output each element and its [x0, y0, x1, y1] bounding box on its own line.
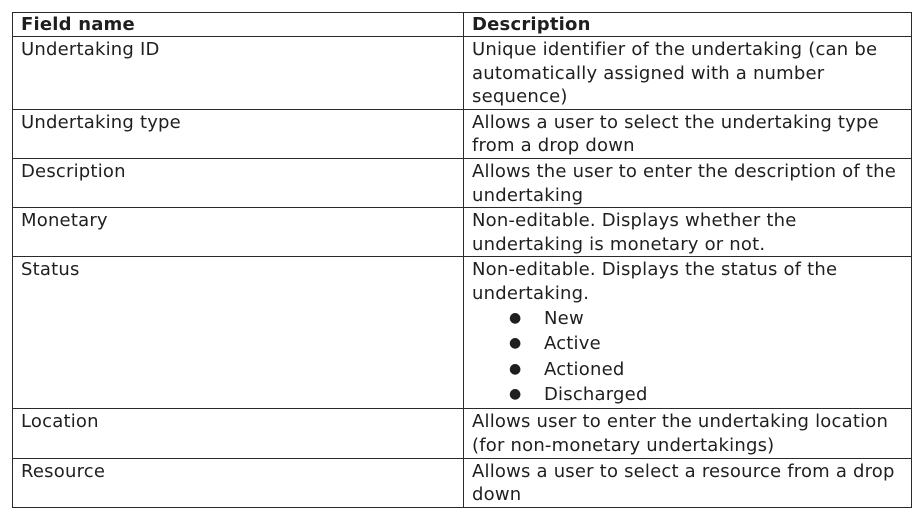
- column-header-description: Description: [464, 13, 912, 37]
- bullet-icon: ●: [509, 386, 522, 403]
- description-cell: Allows user to enter the undertaking location (for non-monetary undertakings): [464, 409, 912, 458]
- list-item: [472, 306, 903, 332]
- status-options-list: [472, 306, 903, 408]
- status-option-label: Actioned: [544, 358, 625, 380]
- field-name-cell: Resource: [13, 458, 464, 507]
- field-description-table: [12, 12, 912, 508]
- table-row: [13, 158, 912, 207]
- status-description-text: Non-editable. Displays the status of the undertaking.: [472, 259, 838, 304]
- list-item: [472, 382, 903, 408]
- description-cell: Allows a user to select a resource from a drop down: [464, 458, 912, 507]
- field-name-cell: Monetary: [13, 208, 464, 257]
- status-option-label: New: [544, 307, 584, 329]
- field-name-cell: Undertaking type: [13, 109, 464, 158]
- status-option-label: Discharged: [544, 384, 648, 406]
- list-item: [472, 331, 903, 357]
- table-header-row: [13, 13, 912, 37]
- table-row: [13, 409, 912, 458]
- field-name-cell: Location: [13, 409, 464, 458]
- table-row: [13, 37, 912, 110]
- list-item: [472, 357, 903, 383]
- description-cell: Allows a user to select the undertaking type from a drop down: [464, 109, 912, 158]
- field-name-cell: Undertaking ID: [13, 37, 464, 110]
- table-row: [13, 208, 912, 257]
- field-name-cell: Description: [13, 158, 464, 207]
- description-cell: Unique identifier of the undertaking (can be automatically assigned with a number sequence): [464, 37, 912, 110]
- status-option-label: Active: [544, 333, 601, 355]
- field-name-cell: Status: [13, 257, 464, 409]
- description-cell: Allows the user to enter the description of the undertaking: [464, 158, 912, 207]
- bullet-icon: ●: [509, 360, 522, 377]
- bullet-icon: ●: [509, 309, 522, 326]
- description-cell: Non-editable. Displays whether the undertaking is monetary or not.: [464, 208, 912, 257]
- bullet-icon: ●: [509, 335, 522, 352]
- table-row: [13, 458, 912, 507]
- column-header-field-name: Field name: [13, 13, 464, 37]
- table-row: [13, 109, 912, 158]
- table-row: [13, 257, 912, 409]
- description-cell: [464, 257, 912, 409]
